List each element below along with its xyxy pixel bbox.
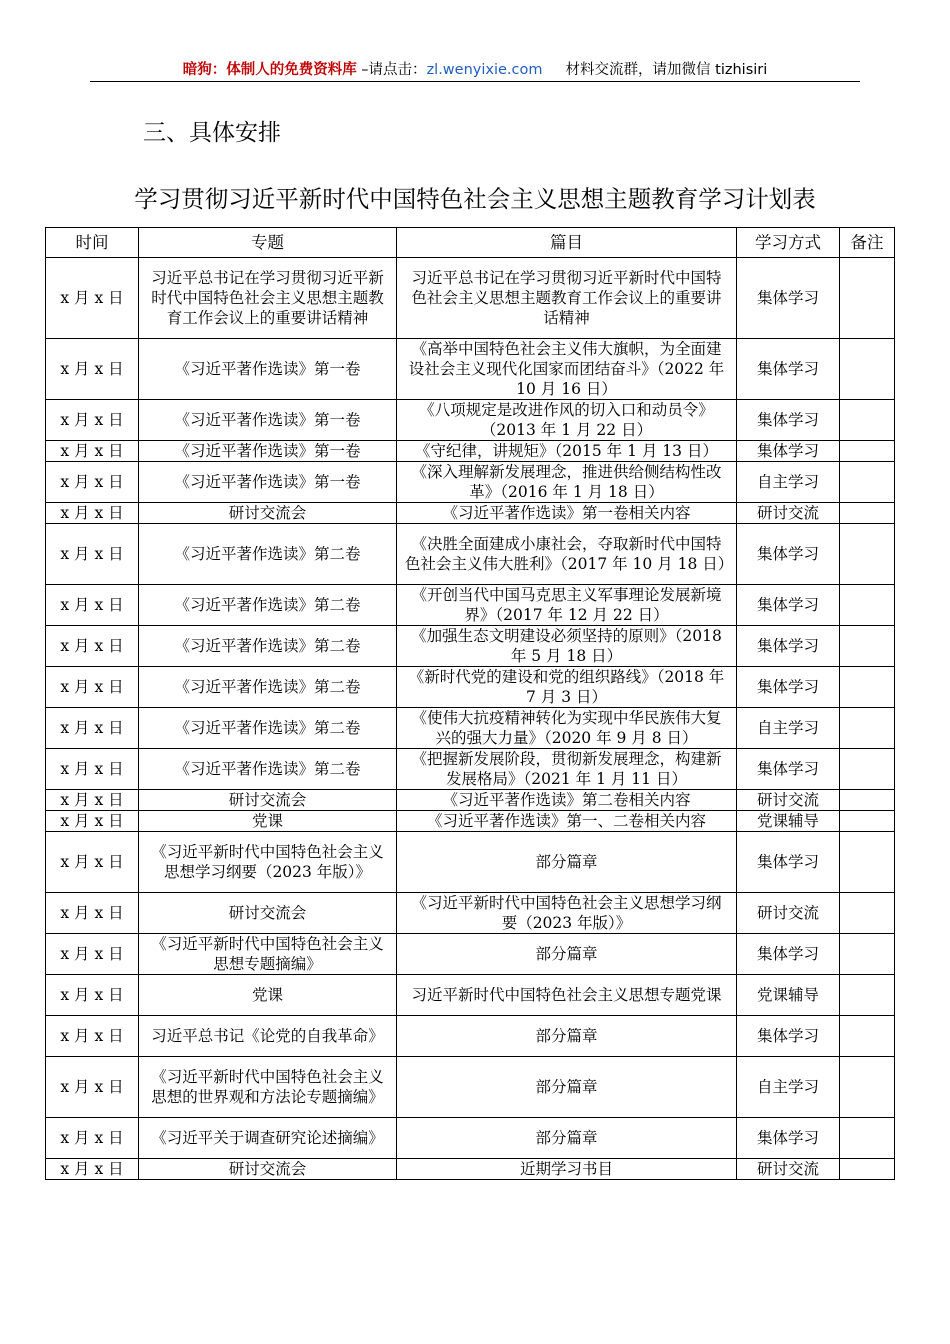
cell-article: 《习近平著作选读》第二卷相关内容	[397, 790, 737, 811]
cell-article: 习近平新时代中国特色社会主义思想专题党课	[397, 975, 737, 1016]
cell-topic: 《习近平著作选读》第二卷	[139, 667, 397, 708]
cell-note	[840, 503, 895, 524]
table-row	[46, 811, 895, 832]
cell-method: 集体学习	[737, 258, 840, 339]
cell-time: x 月 x 日	[46, 811, 139, 832]
cell-topic: 《习近平著作选读》第二卷	[139, 585, 397, 626]
table-row	[46, 462, 895, 503]
header-site-name: 暗狗：体制人的免费资料库	[182, 62, 357, 78]
cell-method: 党课辅导	[737, 811, 840, 832]
cell-note	[840, 441, 895, 462]
cell-method: 研讨交流	[737, 503, 840, 524]
cell-note	[840, 585, 895, 626]
cell-method: 集体学习	[737, 1118, 840, 1159]
header-wechat-text: 材料交流群，请加微信 tizhisiri	[565, 62, 768, 78]
cell-note	[840, 708, 895, 749]
cell-method: 自主学习	[737, 1057, 840, 1118]
cell-time: x 月 x 日	[46, 749, 139, 790]
cell-time: x 月 x 日	[46, 893, 139, 934]
cell-method: 集体学习	[737, 832, 840, 893]
column-header-method: 学习方式	[737, 228, 840, 258]
cell-time: x 月 x 日	[46, 585, 139, 626]
cell-article: 《使伟大抗疫精神转化为实现中华民族伟大复兴的强大力量》（2020 年 9 月 8 日）	[397, 708, 737, 749]
cell-topic: 研讨交流会	[139, 503, 397, 524]
cell-note	[840, 1159, 895, 1180]
cell-method: 集体学习	[737, 400, 840, 441]
cell-article: 《把握新发展阶段，贯彻新发展理念，构建新发展格局》（2021 年 1 月 11 日）	[397, 749, 737, 790]
cell-topic: 党课	[139, 811, 397, 832]
table-row	[46, 585, 895, 626]
cell-method: 集体学习	[737, 667, 840, 708]
cell-time: x 月 x 日	[46, 1159, 139, 1180]
section-heading: 三、具体安排	[143, 120, 281, 146]
cell-method: 党课辅导	[737, 975, 840, 1016]
table-row	[46, 441, 895, 462]
cell-article: 《决胜全面建成小康社会，夺取新时代中国特色社会主义伟大胜利》（2017 年 10 月 18 日）	[397, 524, 737, 585]
cell-time: x 月 x 日	[46, 975, 139, 1016]
cell-topic: 《习近平著作选读》第一卷	[139, 462, 397, 503]
column-header-topic: 专题	[139, 228, 397, 258]
cell-article: 部分篇章	[397, 1016, 737, 1057]
cell-time: x 月 x 日	[46, 626, 139, 667]
cell-topic: 研讨交流会	[139, 893, 397, 934]
cell-time: x 月 x 日	[46, 503, 139, 524]
cell-article: 《加强生态文明建设必须坚持的原则》（2018 年 5 月 18 日）	[397, 626, 737, 667]
table-row	[46, 1057, 895, 1118]
cell-note	[840, 1118, 895, 1159]
cell-article: 《八项规定是改进作风的切入口和动员令》（2013 年 1 月 22 日）	[397, 400, 737, 441]
cell-article: 部分篇章	[397, 1118, 737, 1159]
table-row	[46, 1118, 895, 1159]
column-header-article: 篇目	[397, 228, 737, 258]
cell-time: x 月 x 日	[46, 258, 139, 339]
cell-topic: 《习近平新时代中国特色社会主义思想学习纲要（2023 年版）》	[139, 832, 397, 893]
cell-topic: 《习近平著作选读》第一卷	[139, 400, 397, 441]
cell-method: 集体学习	[737, 749, 840, 790]
cell-note	[840, 893, 895, 934]
table-row	[46, 1016, 895, 1057]
cell-time: x 月 x 日	[46, 441, 139, 462]
cell-topic: 《习近平著作选读》第二卷	[139, 708, 397, 749]
cell-topic: 《习近平著作选读》第一卷	[139, 339, 397, 400]
cell-time: x 月 x 日	[46, 667, 139, 708]
cell-note	[840, 749, 895, 790]
header-link[interactable]: zl.wenyixie.com	[426, 62, 543, 78]
cell-note	[840, 975, 895, 1016]
column-header-note: 备注	[840, 228, 895, 258]
cell-note	[840, 1016, 895, 1057]
cell-article: 部分篇章	[397, 832, 737, 893]
table-row	[46, 1159, 895, 1180]
cell-note	[840, 832, 895, 893]
cell-method: 集体学习	[737, 626, 840, 667]
table-row	[46, 749, 895, 790]
cell-topic: 习近平总书记在学习贯彻习近平新时代中国特色社会主义思想主题教育工作会议上的重要讲话精神	[139, 258, 397, 339]
cell-method: 集体学习	[737, 585, 840, 626]
table-row	[46, 832, 895, 893]
cell-topic: 《习近平著作选读》第二卷	[139, 524, 397, 585]
cell-time: x 月 x 日	[46, 400, 139, 441]
header-divider	[90, 81, 860, 82]
cell-time: x 月 x 日	[46, 1118, 139, 1159]
cell-method: 集体学习	[737, 339, 840, 400]
page-header	[90, 58, 860, 79]
header-dash-text: –请点击：	[356, 62, 427, 78]
table-row	[46, 339, 895, 400]
cell-article: 《高举中国特色社会主义伟大旗帜，为全面建设社会主义现代化国家而团结奋斗》（2022 年 10 月 16 日）	[397, 339, 737, 400]
cell-topic: 《习近平关于调查研究论述摘编》	[139, 1118, 397, 1159]
cell-note	[840, 811, 895, 832]
cell-method: 集体学习	[737, 524, 840, 585]
cell-method: 研讨交流	[737, 790, 840, 811]
cell-method: 集体学习	[737, 934, 840, 975]
cell-method: 研讨交流	[737, 1159, 840, 1180]
cell-note	[840, 1057, 895, 1118]
cell-method: 自主学习	[737, 462, 840, 503]
cell-topic: 党课	[139, 975, 397, 1016]
cell-article: 部分篇章	[397, 1057, 737, 1118]
cell-method: 自主学习	[737, 708, 840, 749]
cell-note	[840, 524, 895, 585]
table-row	[46, 934, 895, 975]
table-row	[46, 400, 895, 441]
cell-topic: 《习近平著作选读》第二卷	[139, 749, 397, 790]
cell-note	[840, 667, 895, 708]
cell-article: 《开创当代中国马克思主义军事理论发展新境界》（2017 年 12 月 22 日）	[397, 585, 737, 626]
cell-article: 《习近平著作选读》第一、二卷相关内容	[397, 811, 737, 832]
table-title: 学习贯彻习近平新时代中国特色社会主义思想主题教育学习计划表	[134, 185, 816, 213]
cell-note	[840, 258, 895, 339]
cell-time: x 月 x 日	[46, 1016, 139, 1057]
cell-topic: 《习近平著作选读》第二卷	[139, 626, 397, 667]
cell-time: x 月 x 日	[46, 524, 139, 585]
cell-method: 研讨交流	[737, 893, 840, 934]
cell-article: 《守纪律，讲规矩》（2015 年 1 月 13 日）	[397, 441, 737, 462]
table-row	[46, 790, 895, 811]
study-plan-table	[45, 227, 895, 1180]
cell-time: x 月 x 日	[46, 1057, 139, 1118]
cell-time: x 月 x 日	[46, 934, 139, 975]
cell-article: 部分篇章	[397, 934, 737, 975]
cell-time: x 月 x 日	[46, 339, 139, 400]
table-row	[46, 667, 895, 708]
cell-note	[840, 339, 895, 400]
cell-time: x 月 x 日	[46, 708, 139, 749]
cell-time: x 月 x 日	[46, 462, 139, 503]
cell-topic: 《习近平著作选读》第一卷	[139, 441, 397, 462]
cell-note	[840, 934, 895, 975]
cell-note	[840, 462, 895, 503]
table-row	[46, 258, 895, 339]
table-row	[46, 503, 895, 524]
table-row	[46, 708, 895, 749]
cell-topic: 研讨交流会	[139, 1159, 397, 1180]
table-header-row	[46, 228, 895, 258]
cell-method: 集体学习	[737, 1016, 840, 1057]
cell-note	[840, 626, 895, 667]
cell-article: 近期学习书目	[397, 1159, 737, 1180]
cell-article: 《习近平新时代中国特色社会主义思想学习纲要（2023 年版）》	[397, 893, 737, 934]
table-row	[46, 626, 895, 667]
cell-note	[840, 790, 895, 811]
table-row	[46, 975, 895, 1016]
cell-topic: 《习近平新时代中国特色社会主义思想的世界观和方法论专题摘编》	[139, 1057, 397, 1118]
table-row	[46, 893, 895, 934]
cell-time: x 月 x 日	[46, 790, 139, 811]
cell-note	[840, 400, 895, 441]
cell-method: 集体学习	[737, 441, 840, 462]
cell-time: x 月 x 日	[46, 832, 139, 893]
column-header-time: 时间	[46, 228, 139, 258]
cell-topic: 《习近平新时代中国特色社会主义思想专题摘编》	[139, 934, 397, 975]
cell-article: 《深入理解新发展理念，推进供给侧结构性改革》（2016 年 1 月 18 日）	[397, 462, 737, 503]
cell-topic: 习近平总书记《论党的自我革命》	[139, 1016, 397, 1057]
cell-topic: 研讨交流会	[139, 790, 397, 811]
cell-article: 《新时代党的建设和党的组织路线》（2018 年 7 月 3 日）	[397, 667, 737, 708]
cell-article: 《习近平著作选读》第一卷相关内容	[397, 503, 737, 524]
cell-article: 习近平总书记在学习贯彻习近平新时代中国特色社会主义思想主题教育工作会议上的重要讲话精神	[397, 258, 737, 339]
table-row	[46, 524, 895, 585]
